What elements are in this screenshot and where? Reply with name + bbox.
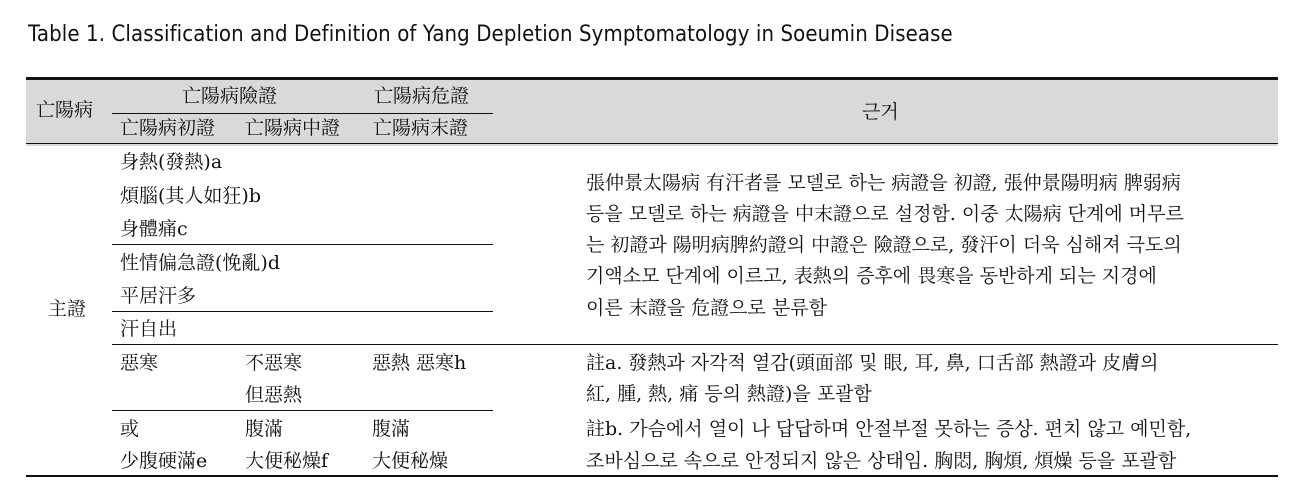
- symptom-fever: 身熱(發熱)a: [120, 151, 223, 173]
- symptom-chills-initial: 惡寒: [120, 352, 159, 374]
- symptom-temperament: 性情偏急證(悗亂)d: [120, 252, 280, 274]
- header-basis: 근거: [862, 101, 899, 123]
- symptom-heat-chills-final: 惡熱 惡寒h: [372, 352, 467, 374]
- symptom-body-pain: 身體痛c: [120, 218, 188, 240]
- symptom-lower-abdomen-initial: 少腹硬滿e: [120, 450, 208, 472]
- header-sub-initial: 亡陽病初證: [120, 117, 216, 139]
- symptom-heat-middle: 但惡熱: [245, 384, 303, 406]
- row-divider-4: [112, 410, 493, 411]
- symptom-no-chills-middle: 不惡寒: [245, 352, 303, 374]
- row-divider-2: [112, 311, 493, 312]
- table-caption: Table 1. Classification and Definition of Yang Depletion Symptomatology in Soeumin Disease: [28, 22, 953, 47]
- symptom-spontaneous-sweat: 汗自出: [120, 318, 178, 340]
- header-col1: 亡陽病: [36, 99, 94, 121]
- basis-line-5: 이른 末證을 危證으로 분류함: [586, 297, 827, 319]
- header-group-divider: [112, 113, 493, 114]
- symptom-usual-sweating: 平居汗多: [120, 285, 197, 307]
- note-b-line-1: 註b. 가슴에서 열이 나 답답하며 안절부절 못하는 증상. 편치 않고 예민함,: [586, 418, 1192, 440]
- note-b-line-2: 조바심으로 속으로 안정되지 않은 상태임. 胸悶, 胸煩, 煩燥 등을 포괄함: [586, 450, 1177, 472]
- header-bottom-rule: [26, 143, 1278, 144]
- symptom-or-initial: 或: [120, 418, 140, 440]
- symptom-agitation: 煩腦(其人如狂)b: [120, 185, 261, 207]
- symptom-constipation-middle: 大便秘燥f: [245, 450, 329, 472]
- header-sub-final: 亡陽病末證: [373, 117, 469, 139]
- basis-line-2: 등을 모델로 하는 病證을 中末證으로 설정함. 이중 太陽病 단계에 머무르: [586, 203, 1184, 225]
- header-group-late: 亡陽病危證: [374, 85, 470, 107]
- row-divider-1: [112, 244, 493, 245]
- symptom-fullness-middle: 腹滿: [245, 418, 284, 440]
- note-a-line-2: 紅, 腫, 熱, 痛 등의 熱證)을 포괄함: [586, 383, 872, 405]
- symptom-constipation-final: 大便秘燥: [372, 450, 449, 472]
- basis-line-4: 기액소모 단계에 이르고, 表熱의 증후에 畏寒을 동반하게 되는 지경에: [586, 265, 1157, 287]
- header-group-early: 亡陽病險證: [182, 85, 278, 107]
- basis-line-1: 張仲景太陽病 有汗者를 모델로 하는 病證을 初證, 張仲景陽明病 脾弱病: [586, 172, 1181, 194]
- basis-line-3: 는 初證과 陽明病脾約證의 中證은 險證으로, 發汗이 더욱 심해져 극도의: [586, 234, 1182, 256]
- symptom-fullness-final: 腹滿: [372, 418, 411, 440]
- row-divider-3: [112, 344, 1278, 345]
- header-sub-middle: 亡陽病中證: [245, 117, 341, 139]
- row-label-main: 主證: [48, 298, 87, 320]
- note-a-line-1: 註a. 發熱과 자각적 열감(頭面部 및 眼, 耳, 鼻, 口舌部 熱證과 皮膚의: [586, 352, 1159, 374]
